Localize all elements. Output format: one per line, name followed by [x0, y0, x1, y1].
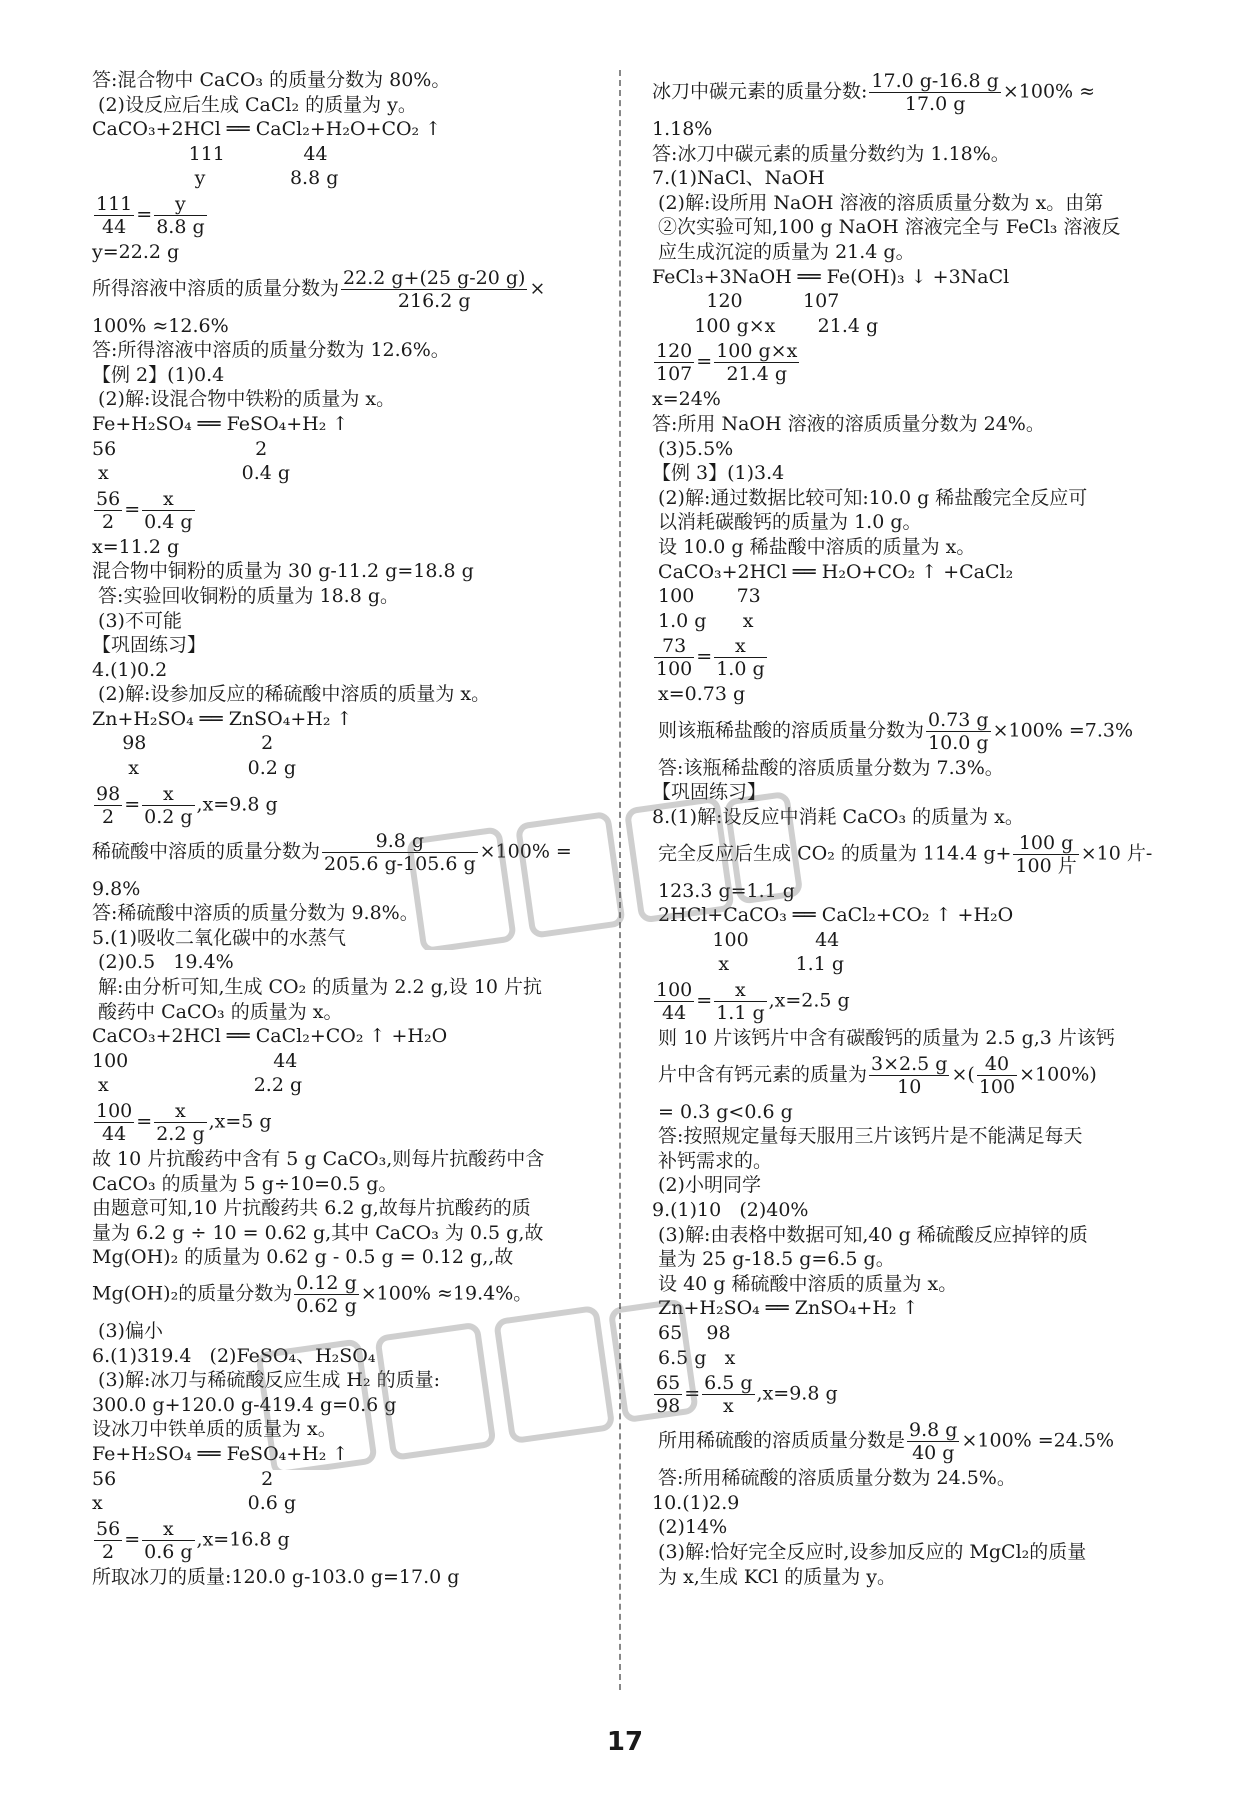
fraction-denominator: 21.4 g — [726, 363, 787, 386]
text-line: 答:所用稀硫酸的溶质质量分数为 24.5%。 — [652, 1467, 1016, 1490]
text-line: 【巩固练习】 — [652, 781, 767, 804]
equation-operator: = — [124, 498, 141, 521]
equation-operator: = — [696, 645, 713, 668]
fraction-denominator: 40 g — [912, 1442, 955, 1465]
text-line: x=11.2 g — [92, 535, 180, 558]
text-line: 量为 6.2 g ÷ 10 = 0.62 g,其中 CaCO₃ 为 0.5 g,故 — [92, 1221, 544, 1244]
equation-operator: = — [696, 350, 713, 373]
fraction-denominator: 100 — [978, 1075, 1016, 1098]
equation-operator: = — [684, 1382, 701, 1405]
text-line: 98 2 — [92, 732, 274, 755]
fraction-denominator: 2 — [102, 510, 115, 533]
left-column — [92, 68, 592, 1589]
text-line: 123.3 g=1.1 g — [652, 879, 795, 902]
text-line: Fe+H₂SO₄ ══ FeSO₄+H₂ ↑ — [92, 1442, 349, 1465]
fraction-denominator: 0.4 g — [144, 510, 193, 533]
text-line: 故 10 片抗酸药中含有 5 g CaCO₃,则每片抗酸药中含 — [92, 1148, 545, 1170]
equation-line — [652, 1372, 1162, 1417]
equation-prefix: 所用稀硫酸的溶质质量分数是 — [652, 1429, 906, 1452]
equation-suffix: ×100% =7.3% — [992, 719, 1134, 742]
equation-line — [92, 830, 592, 875]
equation-prefix: 稀硫酸中溶质的质量分数为 — [92, 840, 321, 863]
text-line: 设冰刀中铁单质的质量为 x。 — [92, 1418, 337, 1441]
fraction-denominator: 216.2 g — [397, 289, 471, 312]
page-number: 17 — [606, 1727, 644, 1757]
text-line: 酸药中 CaCO₃ 的质量为 x。 — [92, 1000, 343, 1023]
text-line: 9.(1)10 (2)40% — [652, 1199, 809, 1221]
fraction-numerator: 120 — [656, 340, 693, 363]
equation-operator: = — [124, 793, 141, 816]
equation-suffix: ,x=2.5 g — [768, 989, 850, 1012]
fraction-numerator: 56 — [96, 1517, 121, 1540]
fraction-numerator: 100 g×x — [716, 340, 798, 363]
fraction — [654, 340, 694, 385]
fraction-numerator: 73 — [654, 635, 694, 658]
fraction — [702, 1372, 754, 1417]
fraction — [94, 1100, 134, 1145]
equation-line — [652, 1053, 1162, 1098]
text-line: 答:所用 NaOH 溶液的溶质质量分数为 24%。 — [652, 412, 1045, 435]
text-line: 300.0 g+120.0 g-419.4 g=0.6 g — [92, 1393, 397, 1416]
text-line: (2)解:设参加反应的稀硫酸中溶质的质量为 x。 — [92, 683, 491, 706]
text-line: 【例 2】(1)0.4 — [92, 363, 225, 386]
fraction — [154, 1100, 206, 1145]
fraction-denominator: 2 — [102, 805, 115, 828]
equation-operator: = — [136, 203, 153, 226]
text-line: x 0.4 g — [92, 462, 291, 485]
text-line: 120 107 — [652, 290, 840, 313]
fraction — [294, 1272, 359, 1317]
text-line: FeCl₃+3NaOH ══ Fe(OH)₃ ↓ +3NaCl — [652, 265, 1010, 288]
text-line: x=24% — [652, 388, 721, 411]
text-line: x 2.2 g — [92, 1074, 303, 1097]
text-line: 100 44 — [92, 1049, 298, 1072]
text-line: 【巩固练习】 — [92, 634, 207, 657]
equation-suffix: ×100% =24.5% — [961, 1429, 1115, 1452]
text-line: = 0.3 g<0.6 g — [652, 1100, 793, 1123]
text-line: 补钙需求的。 — [652, 1149, 773, 1172]
fraction-denominator: 1.0 g — [716, 658, 765, 681]
text-line: CaCO₃ 的质量为 5 g÷10=0.5 g。 — [92, 1172, 398, 1195]
fraction-denominator: 10.0 g — [928, 731, 989, 754]
equation-prefix: 完全反应后生成 CO₂ 的质量为 114.4 g+ — [652, 842, 1012, 865]
fraction-numerator: 9.8 g — [909, 1419, 958, 1442]
text-line: (3)解:由表格中数据可知,40 g 稀硫酸反应掉锌的质 — [652, 1223, 1088, 1246]
fraction-numerator: x — [142, 1518, 194, 1541]
fraction-numerator: 100 — [96, 1100, 133, 1122]
equation-prefix: 片中含有钙元素的质量为 — [652, 1063, 868, 1086]
text-line: (3)偏小 — [92, 1319, 163, 1342]
text-line: 111 44 — [92, 142, 328, 165]
fraction-denominator: 98 — [656, 1395, 681, 1418]
text-line: Zn+H₂SO₄ ══ ZnSO₄+H₂ ↑ — [652, 1297, 919, 1320]
text-line: 9.8% — [92, 877, 141, 900]
fraction-numerator: 0.12 g — [296, 1271, 357, 1294]
text-line: 56 2 — [92, 1467, 274, 1490]
text-line: y=22.2 g — [92, 240, 180, 263]
text-line: (2)0.5 19.4% — [92, 951, 234, 974]
fraction-denominator: 107 — [656, 363, 693, 386]
fraction — [907, 1419, 959, 1464]
text-line: y 8.8 g — [92, 167, 339, 190]
fraction-denominator: 44 — [662, 1002, 687, 1025]
fraction-numerator: 0.73 g — [928, 708, 989, 731]
equation-line — [652, 1419, 1162, 1464]
text-line: (2)解:通过数据比较可知:10.0 g 稀盐酸完全反应可 — [652, 486, 1088, 509]
equation-suffix: ×100% ≈19.4%。 — [360, 1282, 533, 1305]
fraction-numerator: x — [142, 783, 194, 806]
text-line: (3)解:恰好完全反应时,设参加反应的 MgCl₂的质量 — [652, 1540, 1087, 1563]
equation-line — [652, 832, 1162, 877]
text-line: (2)设反应后生成 CaCl₂ 的质量为 y。 — [92, 93, 417, 116]
text-line: 4.(1)0.2 — [92, 658, 168, 681]
text-line: x 0.2 g — [92, 757, 297, 780]
equation-suffix: ×100% ≈ — [1002, 80, 1096, 103]
text-line: 则 10 片该钙片中含有碳酸钙的质量为 2.5 g,3 片该钙 — [652, 1027, 1115, 1050]
fraction-numerator: 6.5 g — [704, 1372, 753, 1395]
fraction-denominator: 8.8 g — [156, 215, 205, 238]
fraction-numerator: 9.8 g — [322, 830, 478, 853]
text-line: 7.(1)NaCl、NaOH — [652, 167, 825, 190]
fraction-numerator: x — [714, 979, 766, 1002]
text-line: (2)解:设所用 NaOH 溶液的溶质质量分数为 x。由第 — [652, 191, 1104, 214]
fraction — [869, 1053, 949, 1098]
fraction-denominator: 100 — [656, 658, 693, 681]
fraction-numerator: 17.0 g-16.8 g — [871, 70, 999, 92]
fraction-denominator: 10 — [897, 1075, 922, 1098]
text-line: 答:冰刀中碳元素的质量分数约为 1.18%。 — [652, 142, 1010, 165]
text-line: 答:按照规定量每天服用三片该钙片是不能满足每天 — [652, 1125, 1083, 1148]
fraction-numerator: y — [154, 193, 206, 216]
fraction-denominator: 2 — [102, 1540, 115, 1563]
fraction — [94, 193, 134, 238]
text-line: (2)14% — [652, 1516, 728, 1539]
fraction — [142, 488, 194, 533]
text-line: 6.(1)319.4 (2)FeSO₄、H₂SO₄ — [92, 1344, 376, 1367]
text-line: 由题意可知,10 片抗酸药共 6.2 g,故每片抗酸药的质 — [92, 1197, 531, 1220]
text-line: 答:实验回收铜粉的质量为 18.8 g。 — [92, 584, 399, 607]
text-line: 应生成沉淀的质量为 21.4 g。 — [652, 240, 915, 263]
text-line: 设 40 g 稀硫酸中溶质的质量为 x。 — [652, 1272, 958, 1295]
text-line: x=0.73 g — [652, 683, 746, 706]
fraction-denominator: x — [722, 1395, 734, 1418]
equation-line — [92, 1100, 592, 1145]
text-line: 答:稀硫酸中溶质的质量分数为 9.8%。 — [92, 902, 419, 925]
equation-line — [652, 709, 1162, 754]
text-line: 量为 25 g-18.5 g=6.5 g。 — [652, 1248, 895, 1271]
text-line: 【例 3】(1)3.4 — [652, 462, 785, 485]
fraction-numerator: x — [142, 488, 194, 511]
text-line: 100% ≈12.6% — [92, 314, 229, 337]
text-line: 100 44 — [652, 928, 840, 951]
fraction-numerator: 100 — [656, 979, 693, 1002]
fraction — [341, 267, 527, 312]
fraction — [654, 635, 694, 680]
fraction-denominator: 100 片 — [1015, 854, 1077, 877]
fraction-denominator: 205.6 g-105.6 g — [324, 852, 476, 875]
equation-line — [92, 267, 592, 312]
text-line: 1.18% — [652, 118, 713, 140]
text-line: 混合物中铜粉的质量为 30 g-11.2 g=18.8 g — [92, 560, 474, 583]
text-line: 10.(1)2.9 — [652, 1491, 740, 1514]
text-line: CaCO₃+2HCl ══ H₂O+CO₂ ↑ +CaCl₂ — [652, 560, 1014, 583]
fraction — [94, 488, 122, 533]
text-line: 5.(1)吸收二氧化碳中的水蒸气 — [92, 926, 347, 949]
text-line: (3)5.5% — [652, 437, 734, 460]
equation-line — [92, 193, 592, 238]
equation-suffix: ×10 片- — [1080, 842, 1153, 865]
equation-operator: = — [124, 1528, 141, 1551]
fraction — [154, 193, 206, 238]
fraction-numerator: 65 — [656, 1372, 681, 1395]
right-column — [652, 68, 1162, 1589]
equation-prefix: 冰刀中碳元素的质量分数: — [652, 80, 868, 103]
fraction — [322, 830, 478, 875]
text-line: CaCO₃+2HCl ══ CaCl₂+H₂O+CO₂ ↑ — [92, 118, 442, 141]
text-line: x 0.6 g — [92, 1492, 297, 1515]
fraction-numerator: 40 — [977, 1053, 1017, 1076]
text-line: 所取冰刀的质量:120.0 g-103.0 g=17.0 g — [92, 1565, 460, 1588]
equation-suffix: ,x=16.8 g — [196, 1528, 290, 1551]
fraction-numerator: 111 — [96, 192, 133, 215]
text-line: Zn+H₂SO₄ ══ ZnSO₄+H₂ ↑ — [92, 707, 353, 730]
text-line: 6.5 g x — [652, 1346, 736, 1369]
equation-line — [92, 488, 592, 533]
fraction — [94, 1518, 122, 1563]
fraction-numerator: 100 g — [1013, 832, 1078, 855]
fraction-numerator: 56 — [96, 487, 121, 510]
equation-operator: = — [136, 1110, 153, 1133]
text-line: (3)解:冰刀与稀硫酸反应生成 H₂ 的质量: — [92, 1369, 441, 1392]
text-line: 1.0 g x — [652, 609, 754, 632]
equation-line — [652, 979, 1162, 1024]
text-line: 答:混合物中 CaCO₃ 的质量分数为 80%。 — [92, 69, 451, 91]
equation-operator: ×( — [951, 1063, 975, 1086]
equation-line — [92, 783, 592, 828]
fraction-denominator: 0.6 g — [144, 1540, 193, 1563]
fraction-denominator: 0.2 g — [144, 805, 193, 828]
fraction — [714, 340, 799, 385]
fraction — [142, 1518, 194, 1563]
fraction — [714, 635, 766, 680]
fraction — [926, 709, 991, 754]
equation-line — [652, 340, 1162, 385]
text-line: CaCO₃+2HCl ══ CaCl₂+CO₂ ↑ +H₂O — [92, 1025, 448, 1048]
equation-suffix: ×100%) — [1019, 1063, 1097, 1086]
text-line: 答:该瓶稀盐酸的溶质质量分数为 7.3%。 — [652, 756, 1004, 779]
fraction — [869, 70, 1000, 115]
fraction — [94, 783, 122, 828]
equation-operator: = — [696, 989, 713, 1012]
equation-prefix: 则该瓶稀盐酸的溶质质量分数为 — [652, 719, 925, 742]
fraction-denominator: 2.2 g — [156, 1123, 205, 1145]
fraction-denominator: 1.1 g — [716, 1002, 765, 1025]
column-divider — [619, 70, 621, 1690]
equation-prefix: Mg(OH)₂的质量分数为 — [92, 1282, 293, 1305]
text-line: x 1.1 g — [652, 953, 845, 976]
text-line: 设 10.0 g 稀盐酸中溶质的质量为 x。 — [652, 535, 976, 558]
equation-line — [652, 635, 1162, 680]
equation-line — [92, 1518, 592, 1563]
fraction-numerator: x — [714, 635, 766, 658]
text-line: (2)小明同学 — [652, 1174, 761, 1197]
fraction-numerator: 3×2.5 g — [871, 1052, 948, 1075]
text-line: 8.(1)解:设反应中消耗 CaCO₃ 的质量为 x。 — [652, 806, 1024, 829]
text-line: (3)不可能 — [92, 609, 182, 632]
text-line: ②次实验可知,100 g NaOH 溶液完全与 FeCl₃ 溶液反 — [652, 216, 1121, 239]
text-line: 以消耗碳酸钙的质量为 1.0 g。 — [652, 511, 922, 534]
text-line: 答:所得溶液中溶质的质量分数为 12.6%。 — [92, 339, 450, 362]
fraction — [977, 1053, 1017, 1098]
text-line: 100 73 — [652, 585, 761, 608]
equation-line — [92, 1272, 592, 1317]
equation-suffix: × — [529, 277, 546, 300]
fraction-numerator: 22.2 g+(25 g-20 g) — [343, 266, 526, 289]
equation-suffix: ,x=9.8 g — [756, 1382, 838, 1405]
fraction-numerator: 98 — [96, 782, 121, 805]
fraction-denominator: 17.0 g — [904, 93, 966, 115]
text-line: Fe+H₂SO₄ ══ FeSO₄+H₂ ↑ — [92, 412, 349, 435]
text-line: (2)解:设混合物中铁粉的质量为 x。 — [92, 388, 396, 411]
fraction-denominator: 44 — [102, 215, 127, 238]
equation-prefix: 所得溶液中溶质的质量分数为 — [92, 277, 340, 300]
fraction — [654, 1372, 682, 1417]
equation-suffix: ,x=5 g — [208, 1110, 272, 1133]
text-line: 解:由分析可知,生成 CO₂ 的质量为 2.2 g,设 10 片抗 — [92, 976, 543, 999]
text-line: 65 98 — [652, 1321, 731, 1344]
equation-suffix: ×100% = — [479, 840, 572, 863]
fraction — [142, 783, 194, 828]
fraction-numerator: x — [154, 1100, 206, 1123]
text-line: 为 x,生成 KCl 的质量为 y。 — [652, 1565, 896, 1588]
text-line: 100 g×x 21.4 g — [652, 314, 879, 337]
fraction — [1013, 832, 1078, 877]
text-line: 2HCl+CaCO₃ ══ CaCl₂+CO₂ ↑ +H₂O — [652, 904, 1014, 927]
fraction-denominator: 0.62 g — [296, 1294, 357, 1317]
text-line: Mg(OH)₂ 的质量为 0.62 g - 0.5 g = 0.12 g,,故 — [92, 1246, 514, 1269]
fraction — [714, 979, 766, 1024]
equation-line — [652, 70, 1162, 115]
fraction-denominator: 44 — [102, 1123, 127, 1145]
fraction — [654, 979, 694, 1024]
equation-suffix: ,x=9.8 g — [196, 793, 278, 816]
text-line: 56 2 — [92, 437, 268, 460]
